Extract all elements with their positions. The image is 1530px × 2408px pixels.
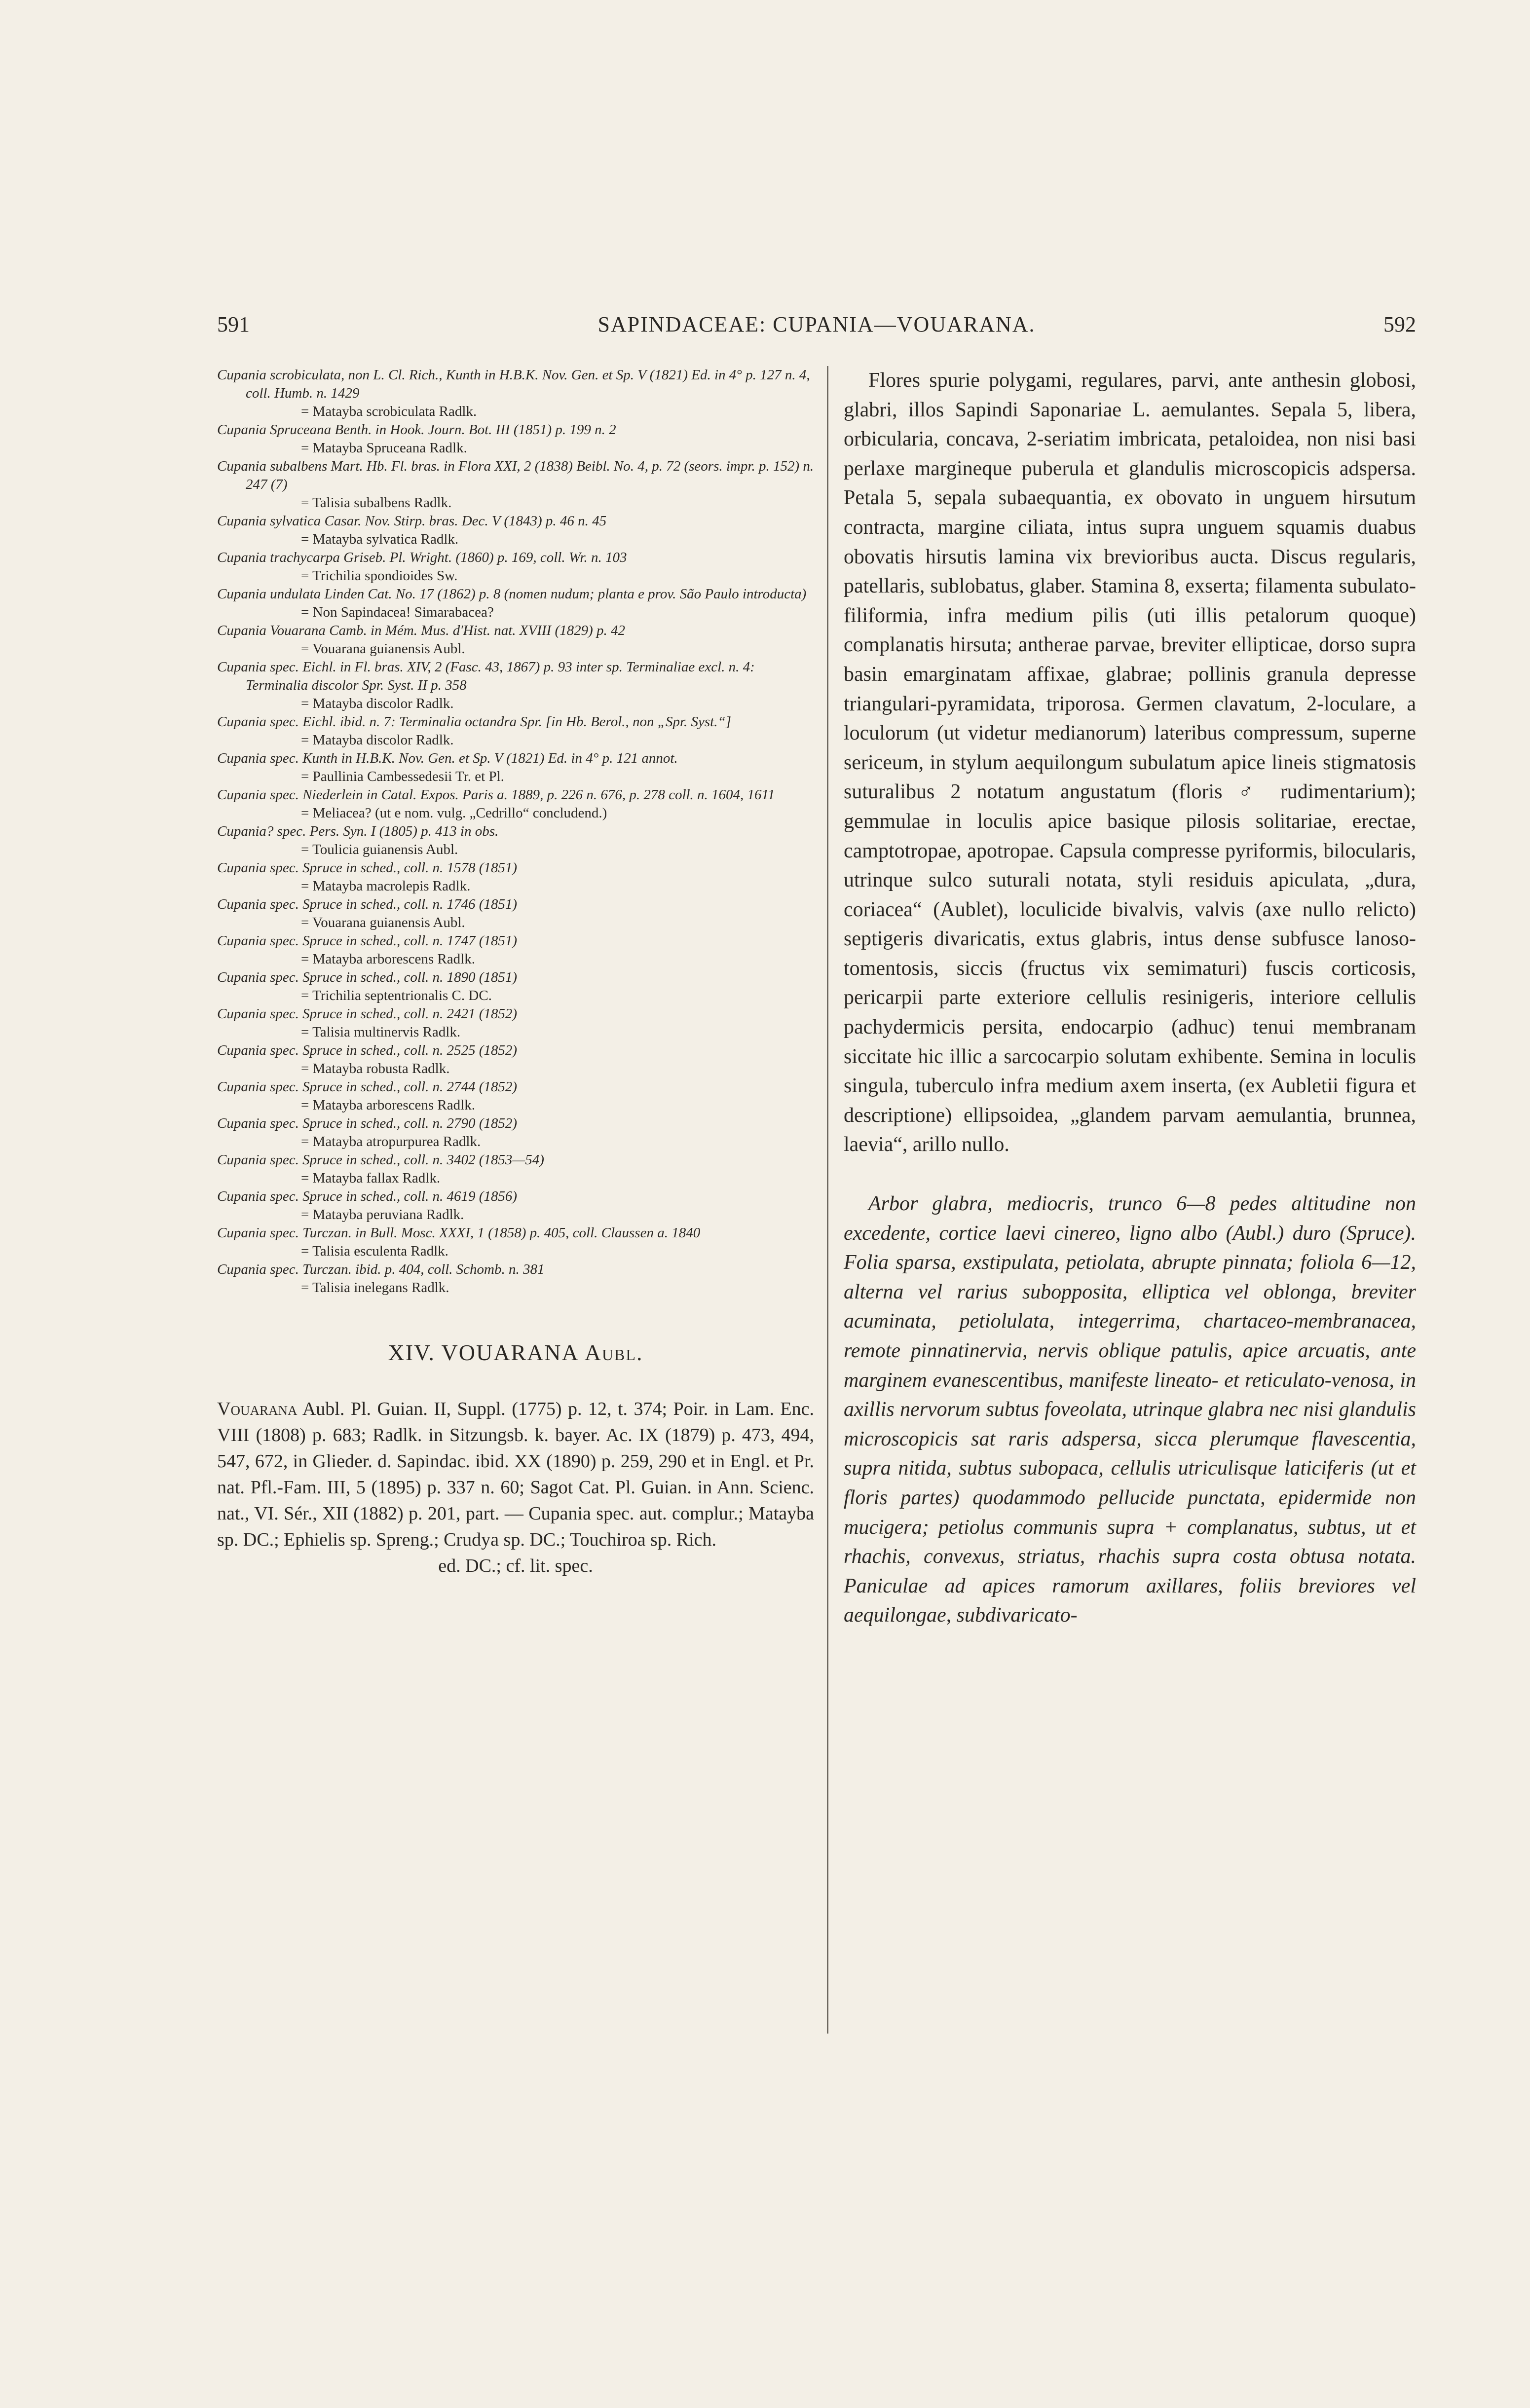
synonym-reference: Cupania spec. Spruce in sched., coll. n. 1747 (1851) xyxy=(217,933,518,949)
synonym-reference: Cupania trachycarpa Griseb. Pl. Wright. (1860) p. 169, coll. Wr. n. 103 xyxy=(217,550,627,565)
synonym-reference: Cupania subalbens Mart. Hb. Fl. bras. in Flora XXI, 2 (1838) Beibl. No. 4, p. 72 (seors. impr. p. 152) n. 247 (7) xyxy=(217,458,814,492)
synonym-reference: Cupania spec. Spruce in sched., coll. n. 1746 (1851) xyxy=(217,896,518,912)
running-header xyxy=(217,312,1416,346)
right-column xyxy=(844,366,1416,1651)
synonym-entry xyxy=(217,549,814,585)
synonym-equivalent: = Matayba sylvatica Radlk. xyxy=(301,531,459,547)
synonym-reference: Cupania spec. Spruce in sched., coll. n. 1578 (1851) xyxy=(217,860,518,876)
synonym-equivalent: = Toulicia guianensis Aubl. xyxy=(301,842,458,857)
synonym-reference: Cupania spec. Spruce in sched., coll. n. 2525 (1852) xyxy=(217,1042,518,1058)
synonym-entry xyxy=(217,585,814,622)
synonym-entry xyxy=(217,366,814,421)
synonym-reference: Cupania spec. Spruce in sched., coll. n. 2744 (1852) xyxy=(217,1079,518,1095)
synonym-equivalent: = Talisia inelegans Radlk. xyxy=(301,1280,449,1296)
synonym-reference: Cupania spec. Spruce in sched., coll. n. 1890 (1851) xyxy=(217,969,518,985)
synonym-equivalent: = Matayba arborescens Radlk. xyxy=(301,951,475,967)
synonym-entry xyxy=(217,1078,814,1114)
genus-ref-lead: Vouarana xyxy=(217,1399,298,1419)
synonym-entry xyxy=(217,1151,814,1187)
synonym-entry xyxy=(217,786,814,822)
synonym-entry xyxy=(217,512,814,549)
synonym-reference: Cupania scrobiculata, non L. Cl. Rich., Kunth in H.B.K. Nov. Gen. et Sp. V (1821) Ed. in 4° p. 127 n. 4, coll. Humb. n. 1429 xyxy=(217,367,810,401)
synonym-entry xyxy=(217,1114,814,1151)
synonym-reference: Cupania spec. Eichl. in Fl. bras. XIV, 2 (Fasc. 43, 1867) p. 93 inter sp. Terminaliae excl. n. 4: Terminalia discolor Spr. Syst. II p. 358 xyxy=(217,659,755,693)
synonym-equivalent: = Talisia multinervis Radlk. xyxy=(301,1024,461,1040)
synonym-entry xyxy=(217,749,814,786)
synonym-equivalent: = Talisia esculenta Radlk. xyxy=(301,1243,448,1259)
synonym-entry xyxy=(217,457,814,512)
genus-ref-text: Aubl. Pl. Guian. II, Suppl. (1775) p. 12, t. 374; Poir. in Lam. Enc. VIII (1808) p. 683; Radlk. in Sitzungsb. k. bayer. Ac. IX (1879) p. 473, 494, 547, 672, in Glieder. d. Sapindac. ibid. XX (1890) p. 259, 290 et in Engl. et Pr. nat. Pfl.-Fam. III, 5 (1895) p. 337 n. 60; Sagot Cat. Pl. Guian. in Ann. Scienc. nat., VI. Sér., XII (1882) p. 201, part. — Cupania spec. aut. complur.; Matayba sp. DC.; Ephielis sp. Spreng.; Crudya sp. DC.; Touchiroa sp. Rich. xyxy=(217,1399,814,1550)
synonym-reference: Cupania spec. Eichl. ibid. n. 7: Terminalia octandra Spr. [in Hb. Berol., non „Spr. Syst.“] xyxy=(217,714,731,730)
synonym-list xyxy=(217,366,814,1297)
synonym-equivalent: = Non Sapindacea! Simarabacea? xyxy=(301,604,494,620)
synonym-reference: Cupania spec. Turczan. in Bull. Mosc. XXXI, 1 (1858) p. 405, coll. Claussen a. 1840 xyxy=(217,1225,701,1241)
synonym-equivalent: = Matayba peruviana Radlk. xyxy=(301,1207,464,1223)
synonym-equivalent: = Matayba Spruceana Radlk. xyxy=(301,440,467,456)
section-author: Aubl. xyxy=(584,1340,643,1365)
column-divider xyxy=(827,366,828,2034)
synonym-reference: Cupania spec. Kunth in H.B.K. Nov. Gen. et Sp. V (1821) Ed. in 4° p. 121 annot. xyxy=(217,750,678,766)
synonym-equivalent: = Meliacea? (ut e nom. vulg. „Cedrillo“ concludend.) xyxy=(301,805,607,821)
page-number-right: 592 xyxy=(1383,312,1416,336)
synonym-reference: Cupania Vouarana Camb. in Mém. Mus. d'Hist. nat. XVIII (1829) p. 42 xyxy=(217,623,626,638)
section-number: XIV. xyxy=(388,1340,435,1365)
synonym-reference: Cupania Spruceana Benth. in Hook. Journ. Bot. III (1851) p. 199 n. 2 xyxy=(217,422,616,438)
synonym-equivalent: = Talisia subalbens Radlk. xyxy=(301,495,452,511)
arbor-description: Arbor glabra, mediocris, trunco 6—8 pedes altitudine non excedente, cortice laevi cinereo, ligno albo (Aubl.) duro (Spruce). Folia sparsa, exstipulata, petiolata, abrupte pinnata; foliola 6—12, alterna vel rarius subopposita, elliptica vel oblonga, breviter acuminata, petiolulata, integerrima, chartaceo-membranacea, remote pinnatinervia, nervis oblique patulis, apice arcuatis, ante marginem evanescentibus, manifeste lineato- et reticulato-venosa, in axillis nervorum subtus foveolata, utrinque glabra nec nisi glandulis microscopicis sat raris adspersa, sicca plerumque flavescentia, supra nitida, subtus subopaca, cellulis utriculisque laticiferis (ut et floris partes) quodammodo pellucide punctata, epidermide non mucigera; petiolus communis supra + complanatus, subtus, ut et rhachis, convexus, striatus, rhachis supra costa obtusa notata. Paniculae ad apices ramorum axillares, foliis breviores vel aequilongae, subdivaricato- xyxy=(844,1192,1416,1627)
synonym-entry xyxy=(217,932,814,968)
synonym-reference: Cupania spec. Spruce in sched., coll. n. 4619 (1856) xyxy=(217,1188,518,1204)
genus-reference xyxy=(217,1396,814,1579)
synonym-reference: Cupania spec. Spruce in sched., coll. n. 2421 (1852) xyxy=(217,1006,518,1022)
synonym-equivalent: = Matayba atropurpurea Radlk. xyxy=(301,1134,481,1149)
synonym-reference: Cupania sylvatica Casar. Nov. Stirp. bras. Dec. V (1843) p. 46 n. 45 xyxy=(217,513,607,529)
synonym-equivalent: = Matayba discolor Radlk. xyxy=(301,732,454,748)
synonym-reference: Cupania spec. Niederlein in Catal. Expos. Paris a. 1889, p. 226 n. 676, p. 278 coll. n. 1604, 1611 xyxy=(217,787,775,803)
synonym-entry xyxy=(217,859,814,895)
synonym-equivalent: = Paullinia Cambessedesii Tr. et Pl. xyxy=(301,769,504,784)
synonym-entry xyxy=(217,895,814,932)
synonym-equivalent: = Matayba fallax Radlk. xyxy=(301,1170,441,1186)
running-title: SAPINDACEAE: CUPANIA—VOUARANA. xyxy=(597,312,1036,336)
synonym-entry xyxy=(217,1224,814,1260)
left-column xyxy=(217,366,814,1579)
synonym-reference: Cupania spec. Turczan. ibid. p. 404, coll. Schomb. n. 381 xyxy=(217,1261,545,1277)
flores-description: Flores spurie polygami, regulares, parvi, ante anthesin globosi, glabri, illos Sapindi Saponariae L. aemulantes. Sepala 5, libera, orbicularia, concava, 2-seriatim imbricata, petaloidea, non nisi basi perlaxe margineque puberula et glandulis microscopicis adspersa. Petala 5, sepala subaequantia, ex obovato in unguem hirsutum contracta, margine ciliata, intus supra unguem squamis duabus obovatis hirsutis lamina vix brevioribus aucta. Discus regularis, patellaris, sublobatus, glaber. Stamina 8, exserta; filamenta subulato-filiformia, infra medium pilis (uti illis petalorum quoque) complanatis hirsuta; antherae parvae, breviter ellipticae, dorso supra basin emarginatam affixae, glabrae; pollinis granula depresse triangulari-pyramidata, triporosa. Germen clavatum, 2-loculare, a loculorum (ut videtur medianorum) lateribus compressum, superne sericeum, in stylum aequilongum subulatum apice lineis stigmatosis suturalibus 2 notatum angustatum (floris ♂ rudimentarium); gemmulae in loculis apice basique pilosis solitariae, erectae, camptotropae, apotropae. Capsula compresse pyriformis, bilocularis, utrinque sulco suturali notata, styli residuis apiculata, „dura, coriacea“ (Aublet), loculicide bivalvis, valvis (axe nullo relicto) septigeris divaricatis, extus glabris, intus dense subfusce lanoso-tomentosis, siccis (fructus vix semimaturi) fuscis corticosis, pericarpii parte exteriore cellulis resinigeris, interiore cellulis pachydermicis persita, endocarpio (adhuc) tenui membranam siccitate hic illic a sarcocarpio solutam exhibente. Semina in loculis singula, tuberculo infra medium axem inserta, (ex Aubletii figura et descriptione) ellipsoidea, „glandem parvam aemulantia, brunnea, laevia“, arillo nullo. xyxy=(844,369,1416,1156)
synonym-equivalent: = Trichilia spondioides Sw. xyxy=(301,568,458,584)
synonym-reference: Cupania undulata Linden Cat. No. 17 (1862) p. 8 (nomen nudum; planta e prov. São Paulo introducta) xyxy=(217,586,807,602)
synonym-entry xyxy=(217,622,814,658)
synonym-equivalent: = Matayba robusta Radlk. xyxy=(301,1061,450,1076)
page-number-left: 591 xyxy=(217,312,250,336)
synonym-equivalent: = Matayba discolor Radlk. xyxy=(301,696,454,711)
synonym-equivalent: = Matayba scrobiculata Radlk. xyxy=(301,404,477,419)
synonym-equivalent: = Trichilia septentrionalis C. DC. xyxy=(301,988,492,1003)
synonym-reference: Cupania spec. Spruce in sched., coll. n. 2790 (1852) xyxy=(217,1115,518,1131)
synonym-entry xyxy=(217,658,814,713)
synonym-entry xyxy=(217,968,814,1005)
synonym-equivalent: = Matayba arborescens Radlk. xyxy=(301,1097,475,1113)
synonym-entry xyxy=(217,1041,814,1078)
genus-ref-last: ed. DC.; cf. lit. spec. xyxy=(438,1556,593,1576)
section-genus: VOUARANA xyxy=(441,1340,578,1365)
synonym-reference: Cupania spec. Spruce in sched., coll. n. 3402 (1853—54) xyxy=(217,1152,544,1168)
section-title xyxy=(217,1339,814,1366)
synonym-entry xyxy=(217,421,814,457)
synonym-equivalent: = Vouarana guianensis Aubl. xyxy=(301,915,465,930)
synonym-entry xyxy=(217,822,814,859)
synonym-entry xyxy=(217,1260,814,1297)
synonym-entry xyxy=(217,1005,814,1041)
synonym-reference: Cupania? spec. Pers. Syn. I (1805) p. 413 in obs. xyxy=(217,823,499,839)
synonym-equivalent: = Vouarana guianensis Aubl. xyxy=(301,641,465,657)
synonym-entry xyxy=(217,1187,814,1224)
synonym-equivalent: = Matayba macrolepis Radlk. xyxy=(301,878,471,894)
synonym-entry xyxy=(217,713,814,749)
